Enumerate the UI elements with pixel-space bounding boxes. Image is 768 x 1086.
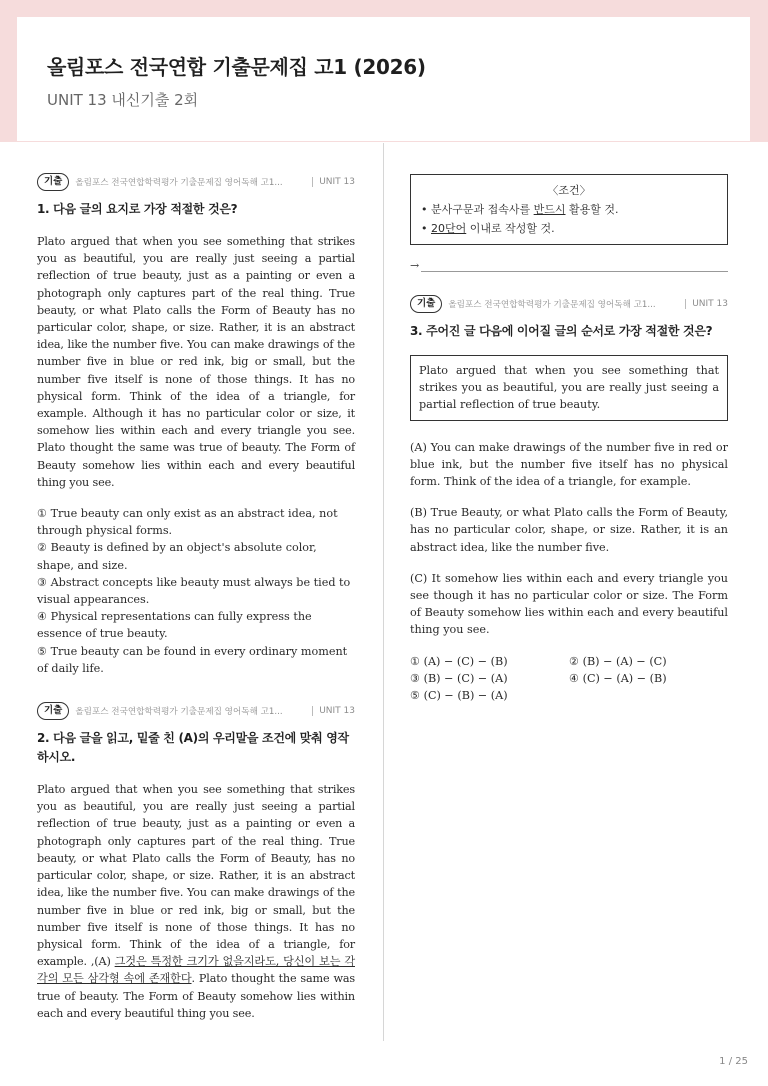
question-1 (37, 170, 355, 677)
answer-option[interactable]: ③ (B) − (C) − (A) (410, 671, 508, 685)
underlined-text: 그것은 특정한 크기가 없을지라도, 당신이 보는 각각의 모든 삼각형 속에 존재한다 (37, 955, 355, 986)
answer-option[interactable]: ⑤ (C) − (B) − (A) (410, 689, 508, 703)
column-divider (383, 143, 384, 1041)
answer-option[interactable]: ① (A) − (C) − (B) (410, 654, 508, 668)
source-text: 올림포스 전국연합학력평가 기출문제집 영어독해 고1... (448, 300, 656, 310)
answer-options (37, 505, 355, 677)
question-3 (410, 292, 728, 704)
answer-option[interactable]: ② (B) − (A) − (C) (569, 654, 667, 668)
answer-line[interactable] (410, 259, 728, 272)
unit-label: UNIT 13 (312, 706, 355, 716)
question-tag-row (37, 170, 355, 194)
source-badge: 기출 (410, 295, 442, 313)
answer-option[interactable]: ③ Abstract concepts like beauty must always be tied to visual appearances. (37, 575, 351, 607)
answer-options (410, 653, 728, 705)
source-badge: 기출 (37, 173, 69, 191)
passage-text: Plato argued that when you see something that strikes you as beautiful, you are really just seeing a partial reflection of true beauty, just as a painting or even a photograph only captures part of the real thing. True beauty, or what Plato calls the Form of Beauty, has no particular color, shape, or size. Rather, it is an abstract idea, like the number five. You can make drawings of the number five in blue or red ink, big or small, but the number five itself is none of those things. It has no physical form. Think of the idea of a triangle, for example. ,(A) (37, 783, 355, 969)
condition-text: 분사구문과 접속사를 (431, 203, 534, 216)
answer-underline (421, 261, 728, 272)
question-title: 2. 다음 글을 읽고, 밑줄 친 (A)의 우리말을 조건에 맞춰 영작하시오. (37, 731, 349, 765)
passage-text: . Plato thought the same was true of beauty. The Form of Beauty somehow lies within each and every beautiful thing you see. (37, 972, 355, 1020)
right-column (410, 170, 728, 704)
conditions-heading: 〈조건〉 (547, 184, 591, 197)
question-tag-row (410, 292, 728, 316)
question-passage (37, 781, 355, 1022)
condition-underlined: 반드시 (533, 203, 566, 216)
header-card (17, 17, 750, 141)
source-badge: 기출 (37, 702, 69, 720)
answer-option[interactable]: ④ Physical representations can fully express the essence of true beauty. (37, 610, 312, 641)
answer-option[interactable]: ① True beauty can only exist as an abstract idea, not through physical forms. (37, 507, 338, 538)
page-number: 1 / 25 (719, 1056, 748, 1067)
answer-option[interactable]: ④ (C) − (A) − (B) (569, 671, 667, 685)
ordering-paragraph-c: (C) It somehow lies within each and every triangle you see though it has no particular color or size. The Form of Beauty somehow lies within each and every beautiful thing you see. (410, 571, 728, 637)
arrow-icon: → (410, 259, 420, 272)
left-column (37, 170, 355, 1036)
source-text: 올림포스 전국연합학력평가 기출문제집 영어독해 고1... (75, 178, 283, 188)
question-2 (37, 699, 355, 1022)
page-subtitle: UNIT 13 내신기출 2회 (47, 91, 199, 109)
unit-label: UNIT 13 (312, 177, 355, 187)
condition-item (421, 219, 717, 238)
conditions-box (410, 174, 728, 245)
condition-underlined: 20단어 (431, 222, 467, 235)
question-tag-row (37, 699, 355, 723)
ordering-paragraph-a: (A) You can make drawings of the number five in red or blue ink, but the number five itself has no physical form. Think of the idea of a triangle, for example. (410, 440, 728, 489)
condition-text: 이내로 작성할 것. (466, 222, 555, 235)
question-title: 3. 주어진 글 다음에 이어질 글의 순서로 가장 적절한 것은? (410, 324, 713, 338)
question-title: 1. 다음 글의 요지로 가장 적절한 것은? (37, 202, 238, 216)
unit-label: UNIT 13 (685, 299, 728, 309)
page-title: 올림포스 전국연합 기출문제집 고1 (2026) (47, 55, 426, 79)
ordering-paragraph-b: (B) True Beauty, or what Plato calls the Form of Beauty, has no particular color, shape, or size. Rather, it is an abstract idea, like the number five. (410, 506, 728, 554)
answer-option[interactable]: ⑤ True beauty can be found in every ordinary moment of daily life. (37, 644, 348, 675)
condition-text: 활용할 것. (565, 203, 619, 216)
given-passage-box: Plato argued that when you see something that strikes you as beautiful, you are really just seeing a partial reflection of true beauty. (410, 355, 728, 421)
question-passage: Plato argued that when you see something that strikes you as beautiful, you are really just seeing a partial reflection of true beauty, just as a painting or even a photograph only captures part of the real thing. True beauty, or what Plato calls the Form of Beauty has no particular color, shape, or size. Rather, it is an abstract idea, like the number five. You can make drawings of the number five in blue or red ink, big or small, but the number five itself is none of those things. It has no physical form. Think of the idea of a triangle, for example. Although it has no particular color or size, it somehow lies within each and every triangle you see. Plato thought the same was true of beauty. The Form of Beauty somehow lies within each and every beautiful thing you see. (37, 235, 355, 489)
answer-option[interactable]: ② Beauty is defined by an object's absolute color, shape, and size. (37, 541, 317, 572)
source-text: 올림포스 전국연합학력평가 기출문제집 영어독해 고1... (75, 707, 283, 718)
condition-item (421, 200, 717, 219)
